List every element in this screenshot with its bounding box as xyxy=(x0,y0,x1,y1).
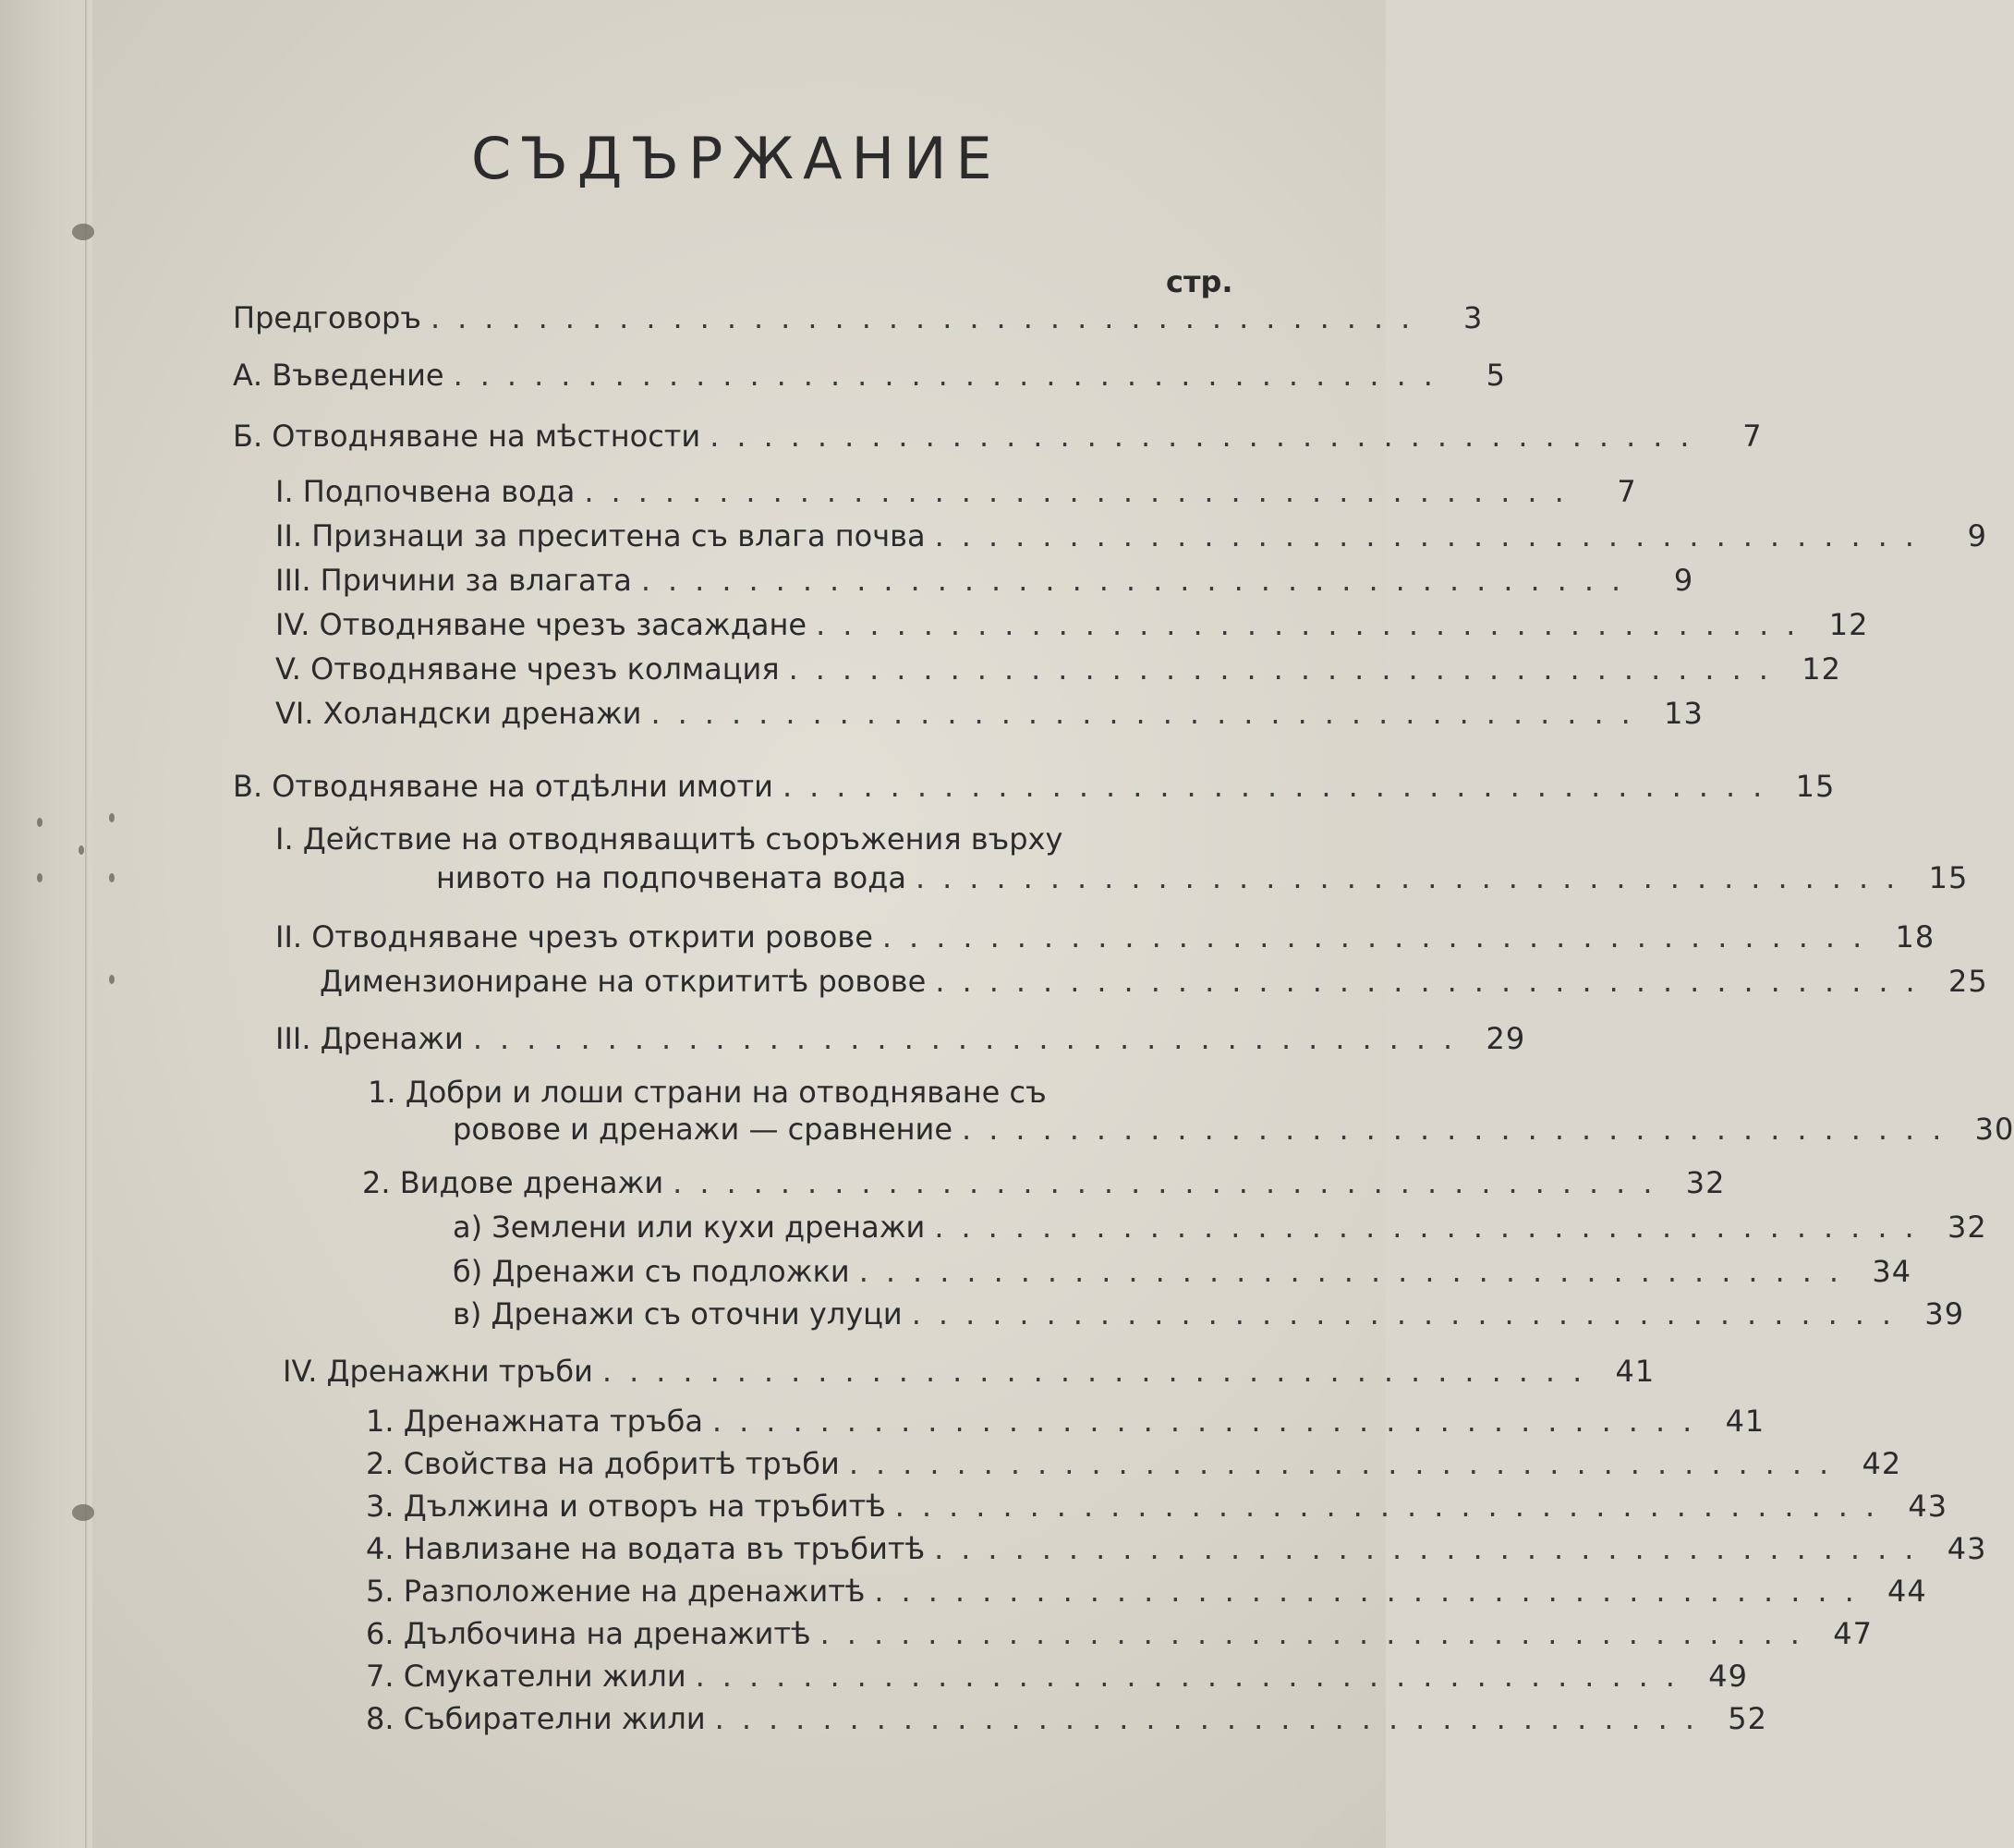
toc-entry-label: б) Дренажи съ подложки xyxy=(453,1254,850,1289)
toc-entry-page: 3 xyxy=(1462,300,1484,335)
toc-entry-page: 9 xyxy=(1673,563,1694,598)
toc-entry-label: Предговоръ xyxy=(233,300,421,335)
toc-entry xyxy=(233,418,1763,455)
toc-entry-page: 42 xyxy=(1862,1446,1902,1481)
toc-entry xyxy=(366,1700,1768,1737)
dot-leader: ..................................... xyxy=(601,1354,1600,1389)
toc-entry-label: а) Землени или кухи дренажи xyxy=(453,1210,926,1245)
toc-entry-page: 43 xyxy=(1908,1489,1948,1524)
toc-entry-label: V. Отводняване чрезъ колмация xyxy=(275,651,780,687)
binding-hole xyxy=(37,818,42,827)
toc-entry-page: 15 xyxy=(1795,769,1836,804)
dot-leader: ..................................... xyxy=(911,1296,1910,1331)
toc-entry xyxy=(366,1530,1987,1567)
dot-leader: ..................................... xyxy=(848,1446,1847,1481)
toc-entry-page: 30 xyxy=(1974,1112,2014,1147)
toc-entry xyxy=(453,1253,1912,1290)
dot-leader: ..................................... xyxy=(788,651,1786,687)
toc-entry xyxy=(275,562,1694,599)
toc-entry xyxy=(275,918,1935,955)
dot-leader: ..................................... xyxy=(714,1701,1713,1736)
toc-entry-page: 41 xyxy=(1615,1354,1656,1389)
dot-leader: ..................................... xyxy=(894,1489,1893,1524)
toc-entry-label: 1. Дренажната тръба xyxy=(366,1404,703,1439)
toc-entry-page: 44 xyxy=(1887,1574,1927,1609)
dot-leader: ..................................... xyxy=(962,1112,1959,1147)
toc-entry-label: нивото на подпочвената вода xyxy=(436,860,906,895)
toc-entry-page: 34 xyxy=(1872,1254,1912,1289)
toc-entry-label: Димензиониране на открититѣ ровове xyxy=(320,964,927,999)
toc-entry-label: 8. Събирателни жили xyxy=(366,1701,706,1736)
toc-entry xyxy=(362,1164,1726,1201)
dot-leader: ..................................... xyxy=(934,518,1932,553)
binding-crease xyxy=(85,0,88,1848)
toc-entry-label: 7. Смукателни жили xyxy=(366,1659,686,1694)
toc-entry-page: 12 xyxy=(1828,607,1869,642)
toc-entry-label: ровове и дренажи — сравнение xyxy=(453,1112,953,1147)
toc-entry xyxy=(320,963,1988,1000)
toc-entry-first-line: I. Действие на отводняващитѣ съоръжения върху xyxy=(275,821,1063,857)
toc-entry xyxy=(283,1353,1656,1390)
toc-entry-label: 2. Свойства на добритѣ тръби xyxy=(366,1446,840,1481)
toc-entry-label: 3. Дължина и отворъ на тръбитѣ xyxy=(366,1489,886,1524)
dot-leader: ..................................... xyxy=(472,1021,1471,1056)
binding-stitch xyxy=(72,1504,94,1521)
toc-entry xyxy=(366,1403,1765,1440)
toc-entry xyxy=(453,1209,1987,1246)
dot-leader: ..................................... xyxy=(858,1254,1857,1289)
toc-entry-page: 32 xyxy=(1947,1210,1987,1245)
toc-entry xyxy=(275,1020,1526,1057)
toc-entry xyxy=(366,1445,1902,1482)
toc-entry-label: А. Въведение xyxy=(233,358,444,393)
toc-entry-page: 43 xyxy=(1947,1531,1987,1566)
toc-entry-label: III. Дренажи xyxy=(275,1021,464,1056)
toc-entry xyxy=(233,299,1484,336)
page-binding-margin xyxy=(0,0,92,1848)
toc-entry xyxy=(233,357,1506,394)
toc-entry-label: VI. Холандски дренажи xyxy=(275,696,642,731)
dot-leader: ..................................... xyxy=(935,964,1933,999)
binding-hole xyxy=(109,975,115,984)
toc-entry-page: 29 xyxy=(1486,1021,1526,1056)
dot-leader: ..................................... xyxy=(711,1404,1710,1439)
toc-entry-label: III. Причини за влагата xyxy=(275,563,632,598)
toc-entry xyxy=(275,650,1841,687)
dot-leader: ..................................... xyxy=(430,300,1428,335)
toc-entry-label: 5. Разположение на дренажитѣ xyxy=(366,1574,866,1609)
toc-entry-page: 52 xyxy=(1728,1701,1768,1736)
dot-leader: ..................................... xyxy=(874,1574,1872,1609)
dot-leader: ..................................... xyxy=(584,474,1582,509)
dot-leader: ..................................... xyxy=(710,419,1707,454)
dot-leader: ..................................... xyxy=(819,1616,1817,1651)
toc-entry-page: 13 xyxy=(1664,696,1704,731)
dot-leader: ..................................... xyxy=(782,769,1780,804)
toc-entry-label: Б. Отводняване на мѣстности xyxy=(233,419,701,454)
toc-entry-label: I. Подпочвена вода xyxy=(275,474,576,509)
toc-entry-page: 41 xyxy=(1725,1404,1765,1439)
toc-entry xyxy=(275,517,1987,554)
binding-hole xyxy=(37,873,42,882)
dot-leader: ..................................... xyxy=(650,696,1648,731)
toc-entry xyxy=(453,1295,1965,1332)
toc-entry-page: 39 xyxy=(1924,1296,1965,1331)
toc-entry-page: 32 xyxy=(1685,1165,1726,1200)
toc-entry-label: II. Признаци за преситена съ влага почва xyxy=(275,518,926,553)
toc-entry-label: 2. Видове дренажи xyxy=(362,1165,664,1200)
toc-entry-label: II. Отводняване чрезъ открити ровове xyxy=(275,919,873,954)
toc-entry-label: 6. Дълбочина на дренажитѣ xyxy=(366,1616,811,1651)
toc-entry xyxy=(436,859,1969,896)
toc-entry xyxy=(366,1615,1873,1652)
toc-entry-page: 9 xyxy=(1967,518,1987,553)
page-title: СЪДЪРЖАНИЕ xyxy=(471,125,1001,192)
toc-entry-page: 7 xyxy=(1742,419,1763,454)
binding-hole xyxy=(109,873,115,882)
toc-entry-first-line: 1. Добри и лоши страни на отводняване съ xyxy=(368,1075,1047,1110)
toc-entry-page: 49 xyxy=(1708,1659,1748,1694)
binding-hole xyxy=(79,845,84,855)
dot-leader: ..................................... xyxy=(881,919,1880,954)
dot-leader: ..................................... xyxy=(816,607,1814,642)
binding-hole xyxy=(109,813,115,822)
dot-leader: ..................................... xyxy=(934,1210,1932,1245)
toc-entry-page: 47 xyxy=(1833,1616,1873,1651)
toc-entry-page: 25 xyxy=(1947,964,1988,999)
toc-entry xyxy=(275,606,1869,643)
dot-leader: ..................................... xyxy=(640,563,1639,598)
dot-leader: ..................................... xyxy=(934,1531,1932,1566)
toc-entry xyxy=(275,473,1637,510)
toc-entry xyxy=(275,695,1704,732)
toc-entry xyxy=(366,1573,1927,1610)
dot-leader: ..................................... xyxy=(915,860,1913,895)
toc-entry-page: 15 xyxy=(1928,860,1969,895)
toc-entry-page: 12 xyxy=(1802,651,1841,687)
toc-entry-label: IV. Дренажни тръби xyxy=(283,1354,593,1389)
page-column-label: стр. xyxy=(1166,264,1233,299)
binding-stitch xyxy=(72,224,94,240)
toc-entry-label: В. Отводняване на отдѣлни имоти xyxy=(233,769,773,804)
toc-entry xyxy=(366,1488,1948,1525)
toc-entry xyxy=(366,1658,1748,1695)
toc-entry xyxy=(233,768,1836,805)
toc-entry-label: IV. Отводняване чрезъ засаждане xyxy=(275,607,807,642)
toc-entry xyxy=(453,1111,2014,1148)
dot-leader: ..................................... xyxy=(453,358,1450,393)
dot-leader: ..................................... xyxy=(673,1165,1670,1200)
dot-leader: ..................................... xyxy=(695,1659,1692,1694)
toc-entry-page: 7 xyxy=(1617,474,1637,509)
toc-entry-page: 18 xyxy=(1895,919,1935,954)
toc-entry-label: в) Дренажи съ оточни улуци xyxy=(453,1296,903,1331)
toc-entry-page: 5 xyxy=(1486,358,1506,393)
toc-entry-label: 4. Навлизане на водата въ тръбитѣ xyxy=(366,1531,926,1566)
